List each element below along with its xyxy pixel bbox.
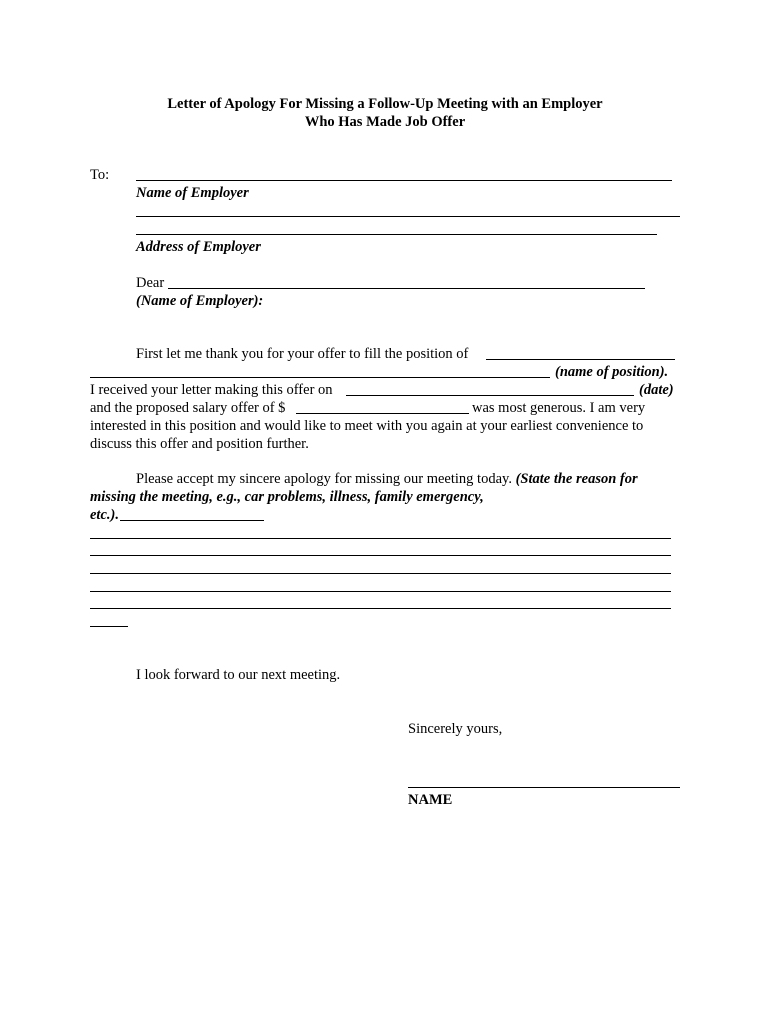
p2-line-1-bold: (State the reason for	[515, 471, 638, 487]
p2-line-3: etc.).	[90, 507, 119, 523]
date-label: (date)	[639, 382, 674, 398]
employer-name-label: Name of Employer	[136, 185, 249, 201]
closing-line: I look forward to our next meeting.	[136, 667, 341, 683]
p2-line-1-text: Please accept my sincere apology for missing our meeting today.	[136, 471, 512, 487]
signature-blank[interactable]	[408, 787, 680, 788]
to-label: To:	[90, 167, 110, 183]
date-blank[interactable]	[346, 395, 634, 396]
reason-blank-2[interactable]	[90, 555, 671, 556]
employer-name-blank[interactable]	[136, 180, 672, 181]
p1-line-1: First let me thank you for your offer to fill the position of	[136, 346, 469, 362]
p2-line-2: missing the meeting, e.g., car problems, illness, family emergency,	[90, 489, 484, 505]
p1-line-5: interested in this position and would like to meet with you again at your earliest convenience to	[90, 418, 644, 434]
p1-line-4-after: was most generous. I am very	[472, 400, 646, 416]
p2-line-1	[136, 470, 638, 488]
salary-blank[interactable]	[296, 413, 469, 414]
signature-label: NAME	[408, 792, 453, 808]
reason-blank-3[interactable]	[90, 573, 671, 574]
reason-blank-short[interactable]	[120, 520, 264, 521]
salutation-label: (Name of Employer):	[136, 293, 264, 309]
title-line-1: Letter of Apology For Missing a Follow-Up Meeting with an Employer	[167, 96, 603, 112]
reason-blank-1[interactable]	[90, 538, 671, 539]
title-line-2: Who Has Made Job Offer	[304, 114, 466, 130]
sign-off: Sincerely yours,	[408, 721, 503, 737]
reason-blank-4[interactable]	[90, 591, 671, 592]
p1-line-3: I received your letter making this offer on	[90, 382, 333, 398]
position-blank-cont[interactable]	[90, 377, 550, 378]
salutation-blank[interactable]	[168, 288, 645, 289]
position-blank[interactable]	[486, 359, 675, 360]
position-label: (name of position).	[555, 364, 669, 380]
reason-blank-5[interactable]	[90, 608, 671, 609]
p1-line-6: discuss this offer and position further.	[90, 436, 309, 452]
employer-address-label: Address of Employer	[136, 239, 261, 255]
p1-line-4-before: and the proposed salary offer of $	[90, 400, 286, 416]
reason-blank-6[interactable]	[90, 626, 128, 627]
salutation-dear: Dear	[136, 275, 165, 291]
employer-address-blank-2[interactable]	[136, 234, 657, 235]
employer-address-blank-1[interactable]	[136, 216, 680, 217]
